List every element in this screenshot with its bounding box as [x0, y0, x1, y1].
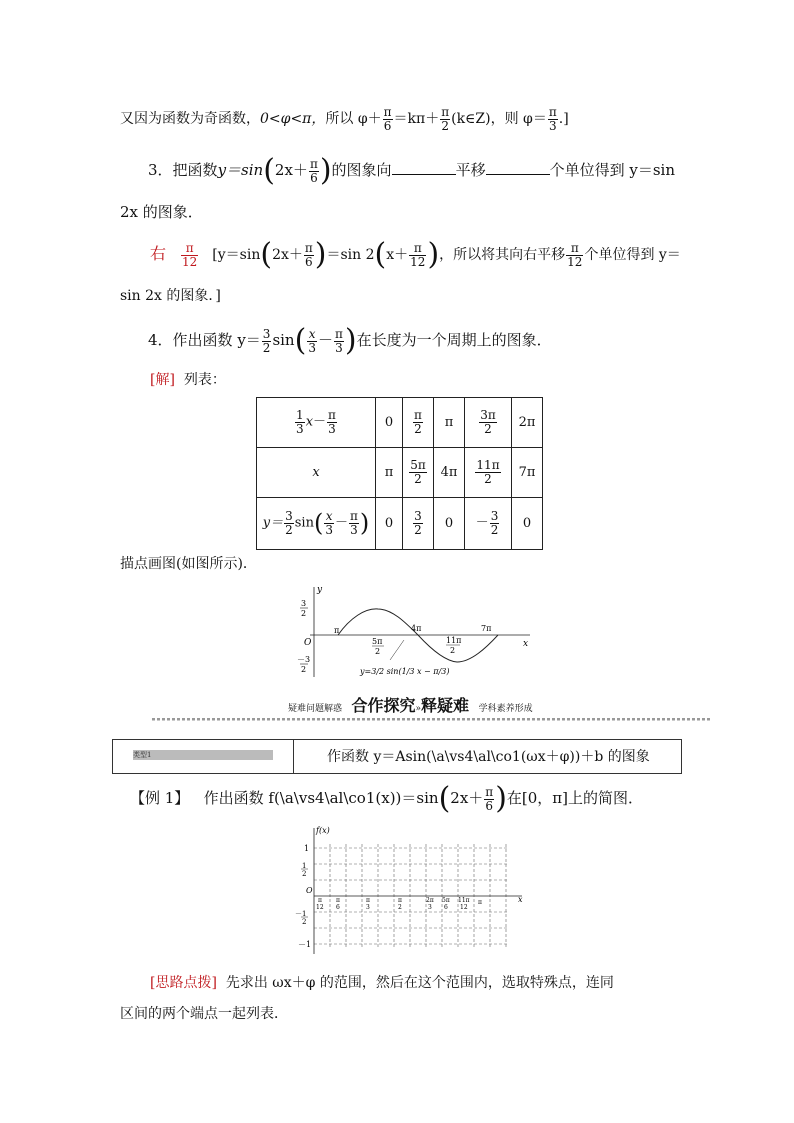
svg-text:6: 6	[444, 904, 448, 911]
svg-text:O: O	[306, 886, 313, 895]
blank-units	[486, 160, 550, 175]
banner-text: 疑难问题解惑 合作探究»释疑难 学科素养形成	[288, 696, 533, 715]
svg-text:－1: －1	[298, 940, 312, 949]
sine-graph-figure	[290, 582, 540, 682]
svg-text:－3: －3	[297, 655, 311, 664]
grid-figure	[292, 824, 532, 964]
hint-line1: [思路点拨] 先求出 ωx＋φ 的范围，然后在这个范围内，选取特殊点，连同	[150, 975, 614, 991]
svg-text:2: 2	[302, 918, 307, 926]
svg-text:2: 2	[301, 665, 307, 674]
blank-direction	[392, 160, 456, 175]
value-table: $\frac{1}{3}$ x－ $\frac{\pi}{3}$ 0 $\frac{\pi}{2}$ π $\frac{3\pi}{2}$ 2π x π $\frac{5\pi}{2}$ 4π $\frac{11\pi}{2}$ 7π y＝ $\frac{3}{2}$ sin( $\frac{x}{3}$ － $\frac{\pi}{3}$ ) 0 $\frac{3}{2}$ 0 － $\frac{3}{2}$ 0	[256, 397, 543, 550]
type-tag: 类型1	[133, 750, 273, 760]
svg-text:－1: －1	[295, 910, 307, 918]
y-label: y	[317, 585, 323, 595]
svg-text:x: x	[518, 895, 523, 904]
answer-3: 右 $\frac{\pi}{12}$ [y＝sin(2x＋ $\frac{\pi}{6}$ )＝sin 2(x＋ $\frac{\pi}{12}$ )，所以将其向右平移 $\frac{\pi}{12}$ 个单位得到 y＝	[150, 237, 681, 272]
curve-formula: y=3/2 sin(1/3 x − π/3)	[360, 667, 450, 676]
svg-text:π: π	[478, 899, 482, 906]
svg-text:5π: 5π	[372, 637, 383, 646]
row-head-3: y＝ $\frac{3}{2}$ sin( $\frac{x}{3}$ － $\frac{\pi}{3}$ )	[257, 498, 376, 550]
svg-text:1: 1	[304, 844, 310, 853]
svg-text:π: π	[366, 897, 370, 904]
svg-text:f(x): f(x)	[316, 826, 330, 835]
origin-label: O	[304, 638, 312, 648]
svg-text:3: 3	[366, 904, 370, 911]
svg-text:12: 12	[316, 904, 324, 911]
svg-text:5π: 5π	[442, 897, 450, 904]
svg-text:π: π	[336, 897, 340, 904]
question-4: 4．作出函数 y＝ $\frac{3}{2}$ sin( $\frac{x}{3}$ － $\frac{\pi}{3}$ )在长度为一个周期上的图象．	[148, 323, 552, 358]
svg-text:3: 3	[428, 904, 432, 911]
frac-pi-3: $\frac{\pi}{3}$	[548, 105, 557, 133]
svg-text:6: 6	[336, 904, 340, 911]
x-label: x	[523, 639, 529, 649]
example-1: 【例 1】 作出函数 f(\a\vs4\al\co1(x))＝sin(2x＋ $\frac{\pi}{6}$ )在[0，π]上的简图．	[130, 781, 644, 816]
line-odd-function: 又因为函数为奇函数，0<φ<π，所以 φ＋ $\frac{\pi}{6}$ ＝kπ＋ $\frac{\pi}{2}$ (k∈Z)，则 φ＝ $\frac{\pi}{3}$ .]	[120, 105, 569, 133]
svg-text:4π: 4π	[411, 624, 422, 633]
sine-curve	[338, 609, 498, 662]
answer-3-line2: sin 2x 的图象．]	[120, 288, 221, 304]
x-ticks	[316, 897, 482, 911]
solution-label: [解] 列表：	[150, 372, 226, 388]
svg-text:2: 2	[302, 870, 307, 878]
type-title: 作函数 y＝Asin(\a\vs4\al\co1(ωx＋φ))＋b 的图象	[327, 749, 650, 765]
plot-instruction: 描点画图(如图所示)．	[120, 556, 257, 572]
question-3: 3．把函数y＝sin(2x＋ $\frac{\pi}{6}$ )的图象向 平移 个单位得到 y＝sin	[148, 153, 675, 188]
type-box	[112, 739, 682, 774]
svg-text:2: 2	[301, 609, 307, 618]
question-3-line2: 2x 的图象．	[120, 203, 203, 221]
svg-text:π: π	[318, 897, 322, 904]
frac-pi-2: $\frac{\pi}{2}$	[441, 105, 450, 133]
svg-text:7π: 7π	[481, 624, 492, 633]
svg-text:2: 2	[398, 904, 402, 911]
hint-line2: 区间的两个端点一起列表．	[120, 1006, 288, 1022]
svg-text:π: π	[398, 897, 402, 904]
svg-text:3: 3	[301, 599, 307, 608]
svg-text:11π: 11π	[446, 636, 462, 645]
svg-text:2: 2	[450, 646, 456, 655]
frac-pi-6: $\frac{\pi}{6}$	[383, 105, 392, 133]
svg-text:2: 2	[375, 647, 381, 656]
svg-text:11π: 11π	[458, 897, 470, 904]
svg-text:12: 12	[460, 904, 468, 911]
row-head-1: $\frac{1}{3}$ x－ $\frac{\pi}{3}$	[257, 398, 376, 448]
svg-text:π: π	[334, 626, 340, 635]
svg-text:1: 1	[302, 862, 307, 870]
svg-text:2π: 2π	[426, 897, 434, 904]
